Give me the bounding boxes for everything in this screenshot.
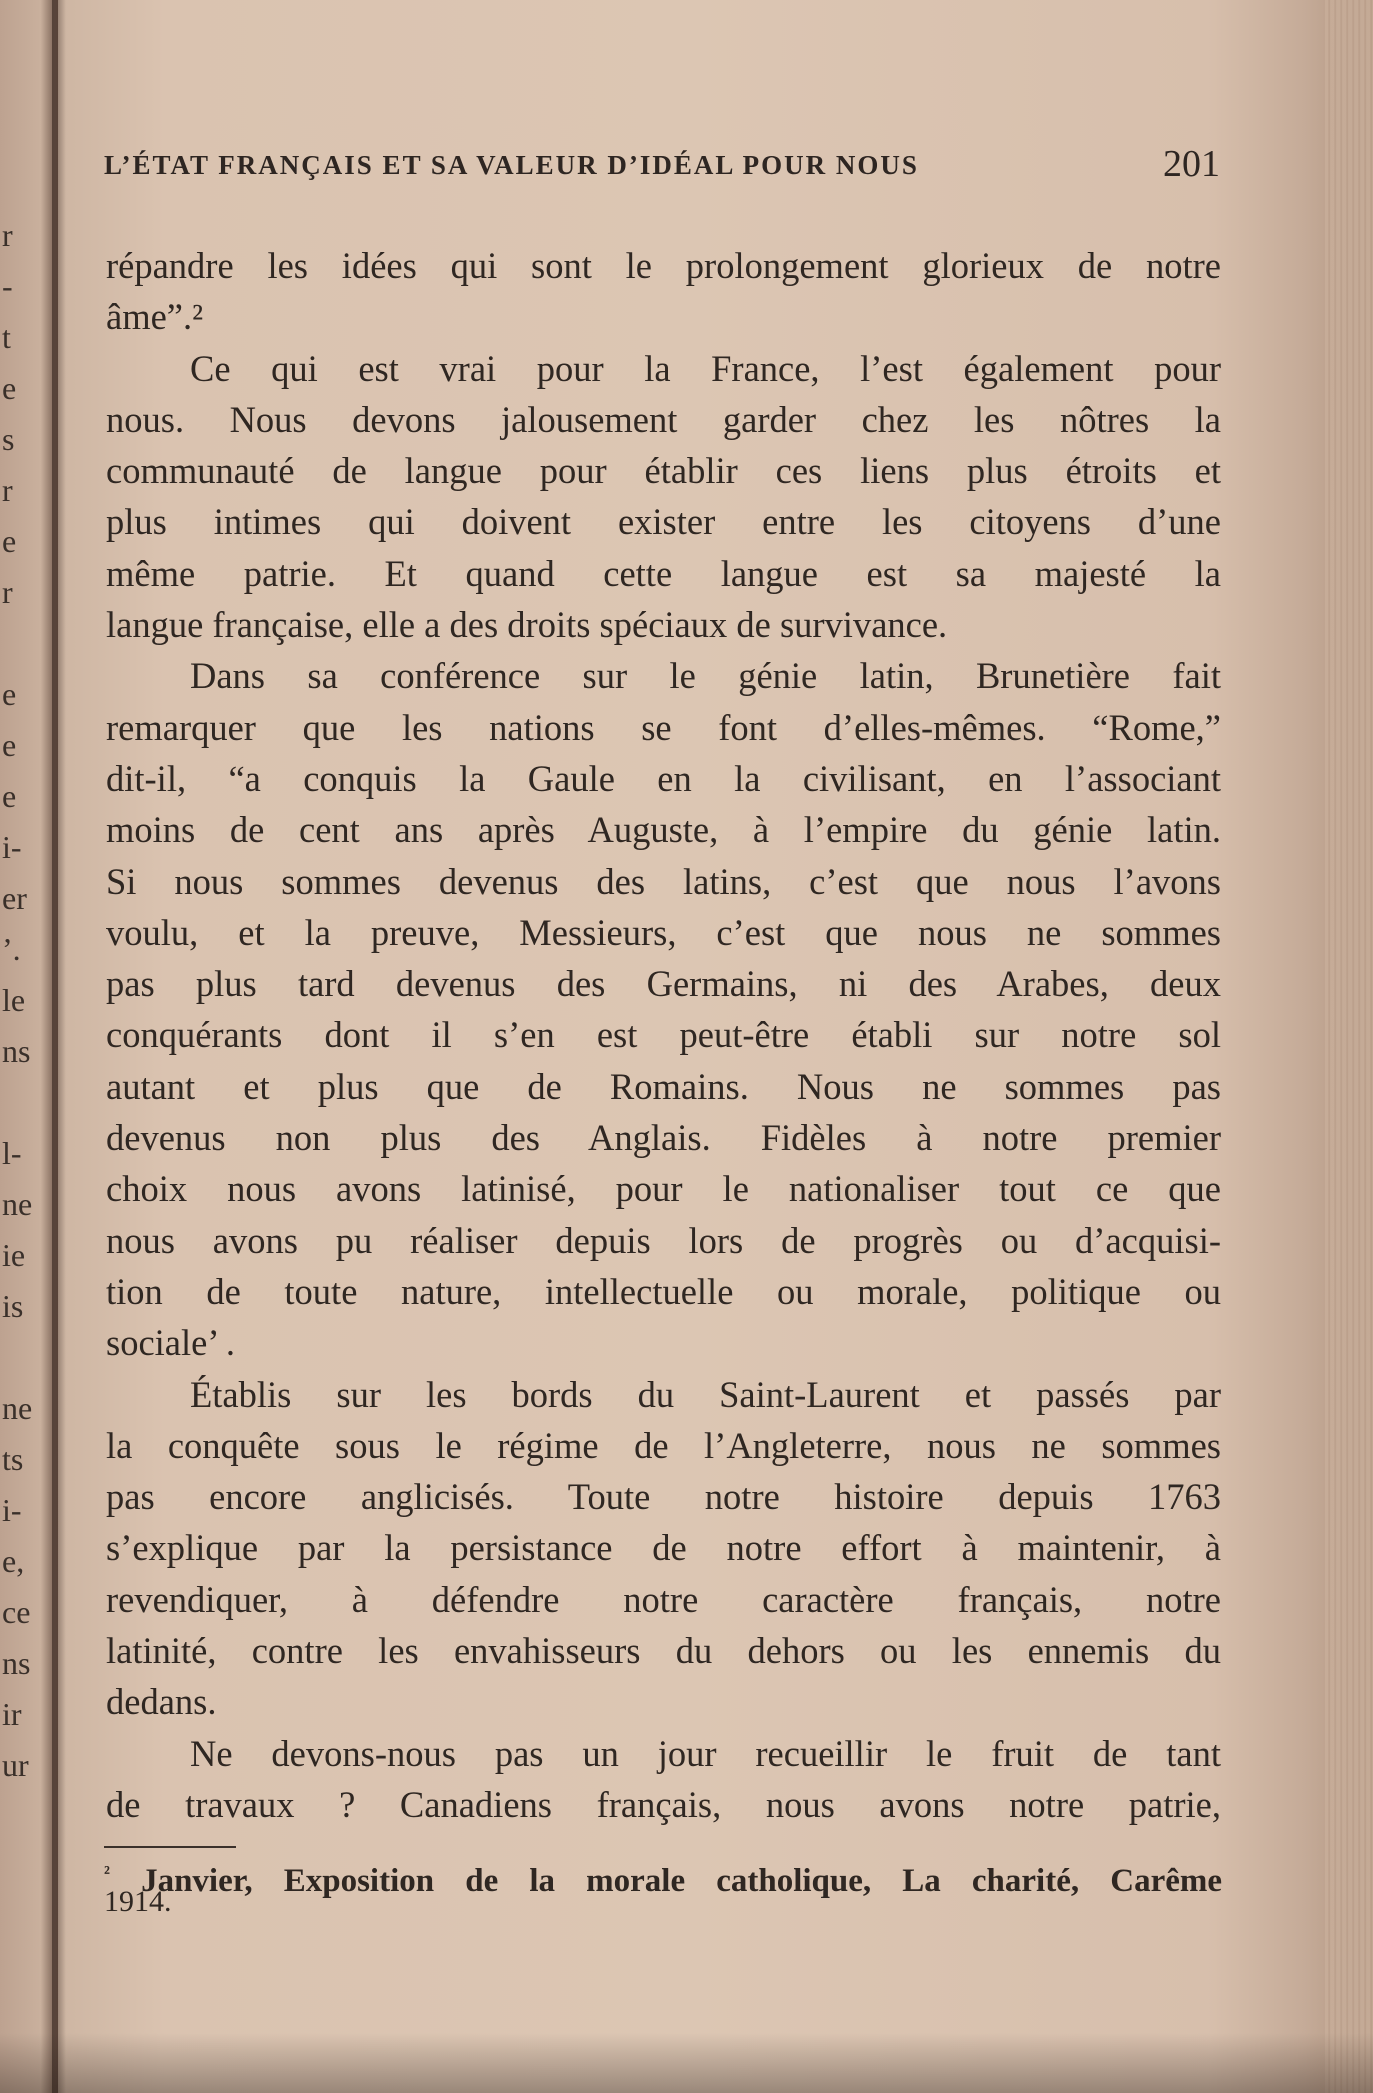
margin-fragment: r bbox=[2, 217, 13, 253]
margin-fragment bbox=[2, 1077, 42, 1128]
margin-fragment: ie bbox=[2, 1237, 26, 1273]
footnote-text: Janvier, Exposition de la morale catholique, La charité, Carême bbox=[141, 1863, 1222, 1899]
margin-fragment bbox=[2, 1332, 42, 1383]
text-line: latinité, contre les envahisseurs du dehors ou les ennemis du bbox=[106, 1630, 1221, 1672]
text-line: dit-il, “a conquis la Gaule en la civilisant, en l’associant bbox=[106, 757, 1221, 799]
text-line: devenus non plus des Anglais. Fidèles à notre premier bbox=[106, 1117, 1221, 1159]
margin-fragment: e bbox=[2, 370, 17, 406]
text-line: remarquer que les nations se font d’elles-mêmes. “Rome,” bbox=[106, 706, 1221, 748]
text-line: sociale’ . bbox=[106, 1322, 236, 1364]
margin-fragment: ts bbox=[2, 1441, 24, 1477]
text-line: langue française, elle a des droits spéciaux de survivance. bbox=[106, 604, 948, 646]
margin-fragment: e, bbox=[2, 1543, 25, 1579]
text-line: Ne devons-nous pas un jour recueillir le fruit de tant bbox=[190, 1732, 1221, 1774]
margin-fragment: i- bbox=[2, 1492, 22, 1528]
margin-fragment: i- bbox=[2, 829, 22, 865]
text-line: même patrie. Et quand cette langue est sa majesté la bbox=[106, 552, 1221, 594]
text-line: la conquête sous le régime de l’Angleterre, nous ne sommes bbox=[106, 1424, 1221, 1466]
footnote bbox=[104, 1862, 1222, 1900]
margin-fragment: er bbox=[2, 880, 27, 916]
text-line: communauté de langue pour établir ces liens plus étroits et bbox=[106, 450, 1221, 492]
text-line: choix nous avons latinisé, pour le nationaliser tout ce que bbox=[106, 1168, 1221, 1210]
body-text bbox=[106, 240, 1221, 1830]
bottom-shadow bbox=[0, 2033, 1373, 2093]
text-line: plus intimes qui doivent exister entre les citoyens d’une bbox=[106, 501, 1221, 543]
text-line: répandre les idées qui sont le prolongement glorieux de notre bbox=[106, 245, 1221, 286]
text-line: pas plus tard devenus des Germains, ni des Arabes, deux bbox=[106, 963, 1221, 1005]
margin-fragment: ne bbox=[2, 1390, 33, 1426]
page-number: 201 bbox=[1163, 143, 1220, 185]
margin-fragment: e bbox=[2, 523, 17, 559]
margin-fragment: ns bbox=[2, 1645, 31, 1681]
text-line: autant et plus que de Romains. Nous ne sommes pas bbox=[106, 1065, 1221, 1107]
footnote-rule bbox=[104, 1846, 236, 1848]
margin-fragment: ne bbox=[2, 1186, 33, 1222]
margin-fragment: is bbox=[2, 1288, 24, 1324]
margin-fragment: - bbox=[2, 268, 13, 304]
running-title: L’ÉTAT FRANÇAIS ET SA VALEUR D’IDÉAL POUR NOUS bbox=[104, 150, 919, 180]
margin-fragment: e bbox=[2, 676, 17, 712]
margin-fragment: l- bbox=[2, 1135, 22, 1171]
margin-fragment: s bbox=[2, 421, 15, 457]
text-line: âme”.² bbox=[106, 296, 204, 338]
text-line: voulu, et la preuve, Messieurs, c’est que nous ne sommes bbox=[106, 911, 1221, 953]
text-line: Dans sa conférence sur le génie latin, Brunetière fait bbox=[190, 655, 1221, 697]
margin-fragment: t bbox=[2, 319, 11, 355]
margin-fragment: ur bbox=[2, 1747, 29, 1783]
margin-fragment: ’. bbox=[2, 931, 21, 967]
text-line: Si nous sommes devenus des latins, c’est que nous l’avons bbox=[106, 860, 1221, 902]
text-line: nous. Nous devons jalousement garder chez les nôtres la bbox=[106, 398, 1221, 440]
gutter-shadow bbox=[52, 0, 66, 2093]
text-line: moins de cent ans après Auguste, à l’empire du génie latin. bbox=[106, 809, 1221, 851]
footnote-marker: ² bbox=[104, 1862, 110, 1884]
page-stack-edge bbox=[1325, 0, 1373, 2093]
margin-fragment: r bbox=[2, 574, 13, 610]
margin-fragment: ir bbox=[2, 1696, 22, 1732]
text-line: de travaux ? Canadiens français, nous avons notre patrie, bbox=[106, 1783, 1221, 1825]
text-line: revendiquer, à défendre notre caractère français, notre bbox=[106, 1578, 1221, 1620]
margin-fragment: ce bbox=[2, 1594, 31, 1630]
margin-fragment: r bbox=[2, 472, 13, 508]
margin-fragment: e bbox=[2, 727, 17, 763]
text-line: nous avons pu réaliser depuis lors de progrès ou d’acquisi- bbox=[106, 1219, 1221, 1261]
previous-page-fragments bbox=[2, 210, 42, 1791]
margin-fragment: ns bbox=[2, 1033, 31, 1069]
text-line: pas encore anglicisés. Toute notre histoire depuis 1763 bbox=[106, 1476, 1221, 1518]
margin-fragment: e bbox=[2, 778, 17, 814]
footnote-year: 1914. bbox=[104, 1885, 172, 1918]
text-line: tion de toute nature, intellectuelle ou morale, politique ou bbox=[106, 1270, 1221, 1312]
margin-fragment bbox=[2, 618, 42, 669]
text-line: conquérants dont il s’en est peut-être établi sur notre sol bbox=[106, 1014, 1221, 1056]
text-line: dedans. bbox=[106, 1681, 217, 1723]
text-line: s’explique par la persistance de notre effort à maintenir, à bbox=[106, 1527, 1221, 1569]
running-header bbox=[80, 142, 1230, 192]
text-line: Ce qui est vrai pour la France, l’est également pour bbox=[190, 347, 1221, 389]
text-line: Établis sur les bords du Saint-Laurent et passés par bbox=[190, 1373, 1221, 1415]
margin-fragment: le bbox=[2, 982, 26, 1018]
